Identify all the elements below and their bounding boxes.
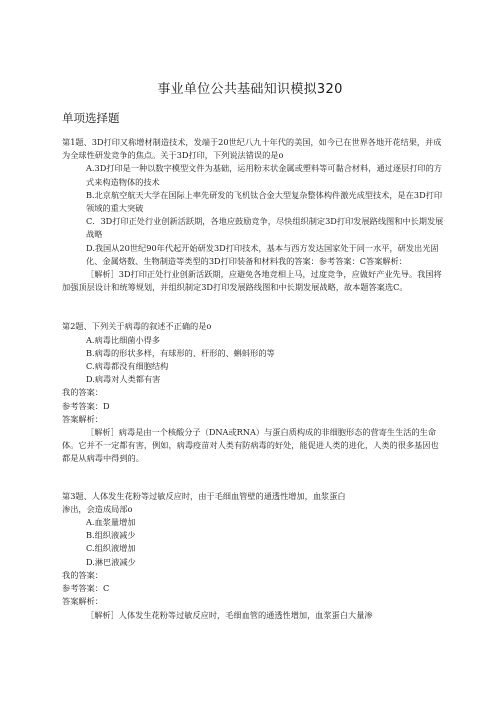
- question-stem: 第2题、下列关于病毒的叙述不正确的是o: [62, 321, 212, 332]
- answer-analysis: ［解析］人体发生花粉等过敏反应时，毛细血管的通透性增加，血浆蛋白大量渗: [86, 609, 373, 620]
- option-d: D.病毒对人类都有害: [86, 374, 161, 385]
- option-b: B.病毒的形状多样，有球形的、杆形的、蝌蚪形的等: [86, 347, 275, 358]
- option-a: A.3D打印是一种以数字模型文件为基础，运用粉末状金属或塑料等可黏合材料，通过逐层打印的方式来构造物体的技术: [86, 163, 442, 187]
- option-d: D.淋巴液减少: [86, 556, 136, 567]
- analysis-label: 答案解析：: [62, 413, 103, 424]
- option-c: C．3D打印正处行业创新活跃期，各地应鼓励竞争，尽快组织制定3D打印发展路线图和中长期发展战略: [86, 216, 444, 240]
- question-1: [62, 136, 444, 294]
- question-stem: 第3题、人体发生花粉等过敏反应时，由于毛细血管壁的通透性增加，血浆蛋白: [62, 490, 346, 501]
- reference-answer: 参考答案：C: [62, 583, 110, 594]
- my-answer: 我的答案：: [62, 569, 103, 580]
- page-title: 事业单位公共基础知识模拟320: [157, 82, 343, 97]
- option-a: A.血浆量增加: [86, 517, 136, 528]
- question-stem-continued: 渗出，会造成局部o: [62, 503, 133, 514]
- option-d: D.我国从20世纪90年代起开始研发3D打印技术，基本与西方发达国家处于同一水平，研发出光固化、金属烙数、生物制造等类型的3D打印装备和材料我的答案：参考答案：C答案解析：: [86, 242, 439, 266]
- option-c: C.组织液增加: [86, 543, 136, 554]
- answer-analysis: ［解析］病毒是由一个核酸分子（DNA或RNA）与蛋白质构成的非细胞形态的营寄生生活的生命体。它并不一定都有害，例如，病毒疫苗对人类有防病毒的好处，能促进人类的进化，人类的很多基因也都是从病毒中得到的。: [62, 427, 439, 464]
- question-3: [62, 490, 444, 622]
- option-a: A.病毒比细菌小得多: [86, 334, 161, 345]
- question-2: [62, 320, 444, 465]
- option-b: B.组织液减少: [86, 530, 136, 541]
- section-heading: 单项选择题: [62, 111, 120, 125]
- option-c: C.病毒都没有细胞结构: [86, 361, 169, 372]
- my-answer: 我的答案：: [62, 387, 103, 398]
- option-b: B.北京航空航天大学在国际上率先研发的飞机钛合金大型复杂整体构件激光成型技术，是在3D打印领域的重大突破: [86, 189, 443, 214]
- reference-answer: 参考答案：D: [62, 400, 110, 411]
- analysis-label: 答案解析：: [62, 596, 103, 607]
- question-stem: 第1题、3D打印又称增材制造技术，发端于20世纪八九十年代的美国，如今已在世界各地开花结果，并成为全球性研发竞争的焦点。关于3D打印，下列说法错误的是o: [62, 137, 442, 161]
- answer-analysis: ［解析］3D打印正处行业创新活跃期，应避免各地竞相上马，过度竞争，应做好产业先导。我国将加强顶层设计和统筹规划，并组织制定3D打印发展路线图和中长期发展战略，故本题答案选C。: [62, 269, 442, 293]
- question-list: [62, 136, 444, 622]
